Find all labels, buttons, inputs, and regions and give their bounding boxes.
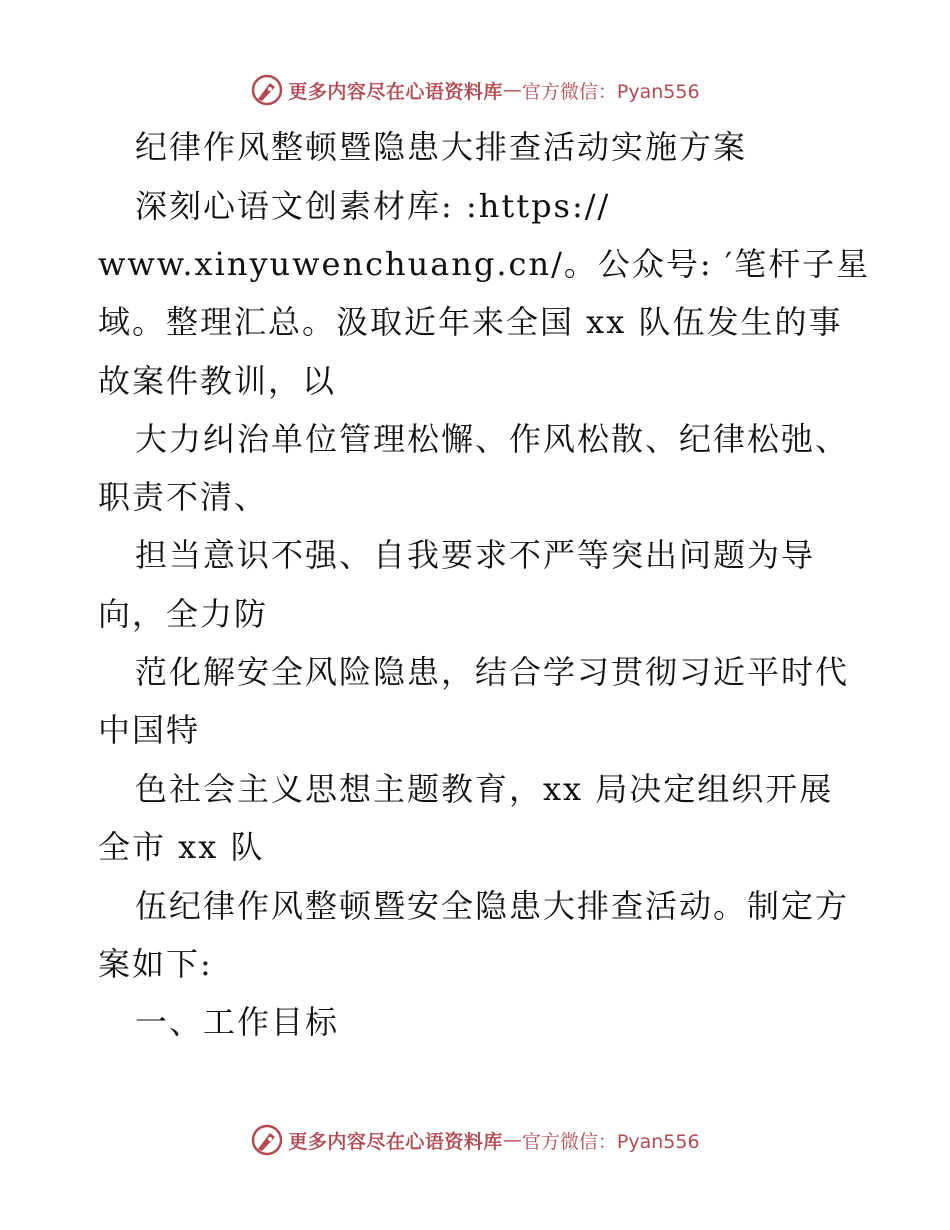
paragraph-line: 职责不清、 bbox=[98, 478, 269, 516]
banner-site-text: 更多内容尽在心语资料库 bbox=[288, 80, 503, 103]
header-watermark-banner bbox=[0, 70, 950, 110]
paragraph-line: 深刻心语文创素材库: :https:// bbox=[135, 187, 611, 225]
paragraph-line: 案如下: bbox=[98, 945, 213, 983]
paragraph-line: 中国特 bbox=[98, 711, 201, 749]
banner-wechat-text: 官方微信：Pyan556 bbox=[521, 80, 700, 103]
document-title: 纪律作风整顿暨隐患大排查活动实施方案 bbox=[135, 128, 748, 166]
paragraph-line: 大力纠治单位管理松懈、作风松散、纪律松弛、 bbox=[135, 420, 850, 458]
paragraph-line: 范化解安全风险隐患，结合学习贯彻习近平时代 bbox=[135, 653, 850, 691]
paragraph-line: 故案件教训，以 bbox=[98, 362, 337, 400]
banner-wechat-text: 官方微信：Pyan556 bbox=[521, 1130, 700, 1153]
paragraph-line: 色社会主义思想主题教育，xx 局决定组织开展 bbox=[135, 770, 834, 808]
paragraph-line: www.xinyuwenchuang.cn/。公众号: ′笔杆子星 bbox=[98, 245, 871, 283]
paragraph-line: 全市 xx 队 bbox=[98, 828, 265, 866]
banner-site-text: 更多内容尽在心语资料库 bbox=[288, 1130, 503, 1153]
pen-nib-logo-icon bbox=[250, 1123, 284, 1157]
pen-nib-logo-icon bbox=[250, 73, 284, 107]
banner-separator: — bbox=[502, 1129, 522, 1151]
footer-watermark-banner bbox=[0, 1120, 950, 1160]
paragraph-line: 向，全力防 bbox=[98, 595, 269, 633]
paragraph-line: 域。整理汇总。汲取近年来全国 xx 队伍发生的事 bbox=[98, 303, 843, 341]
banner-separator: — bbox=[502, 79, 522, 101]
section-heading: 一、工作目标 bbox=[135, 1003, 340, 1041]
paragraph-line: 担当意识不强、自我要求不严等突出问题为导 bbox=[135, 536, 816, 574]
paragraph-line: 伍纪律作风整顿暨安全隐患大排查活动。制定方 bbox=[135, 887, 850, 925]
